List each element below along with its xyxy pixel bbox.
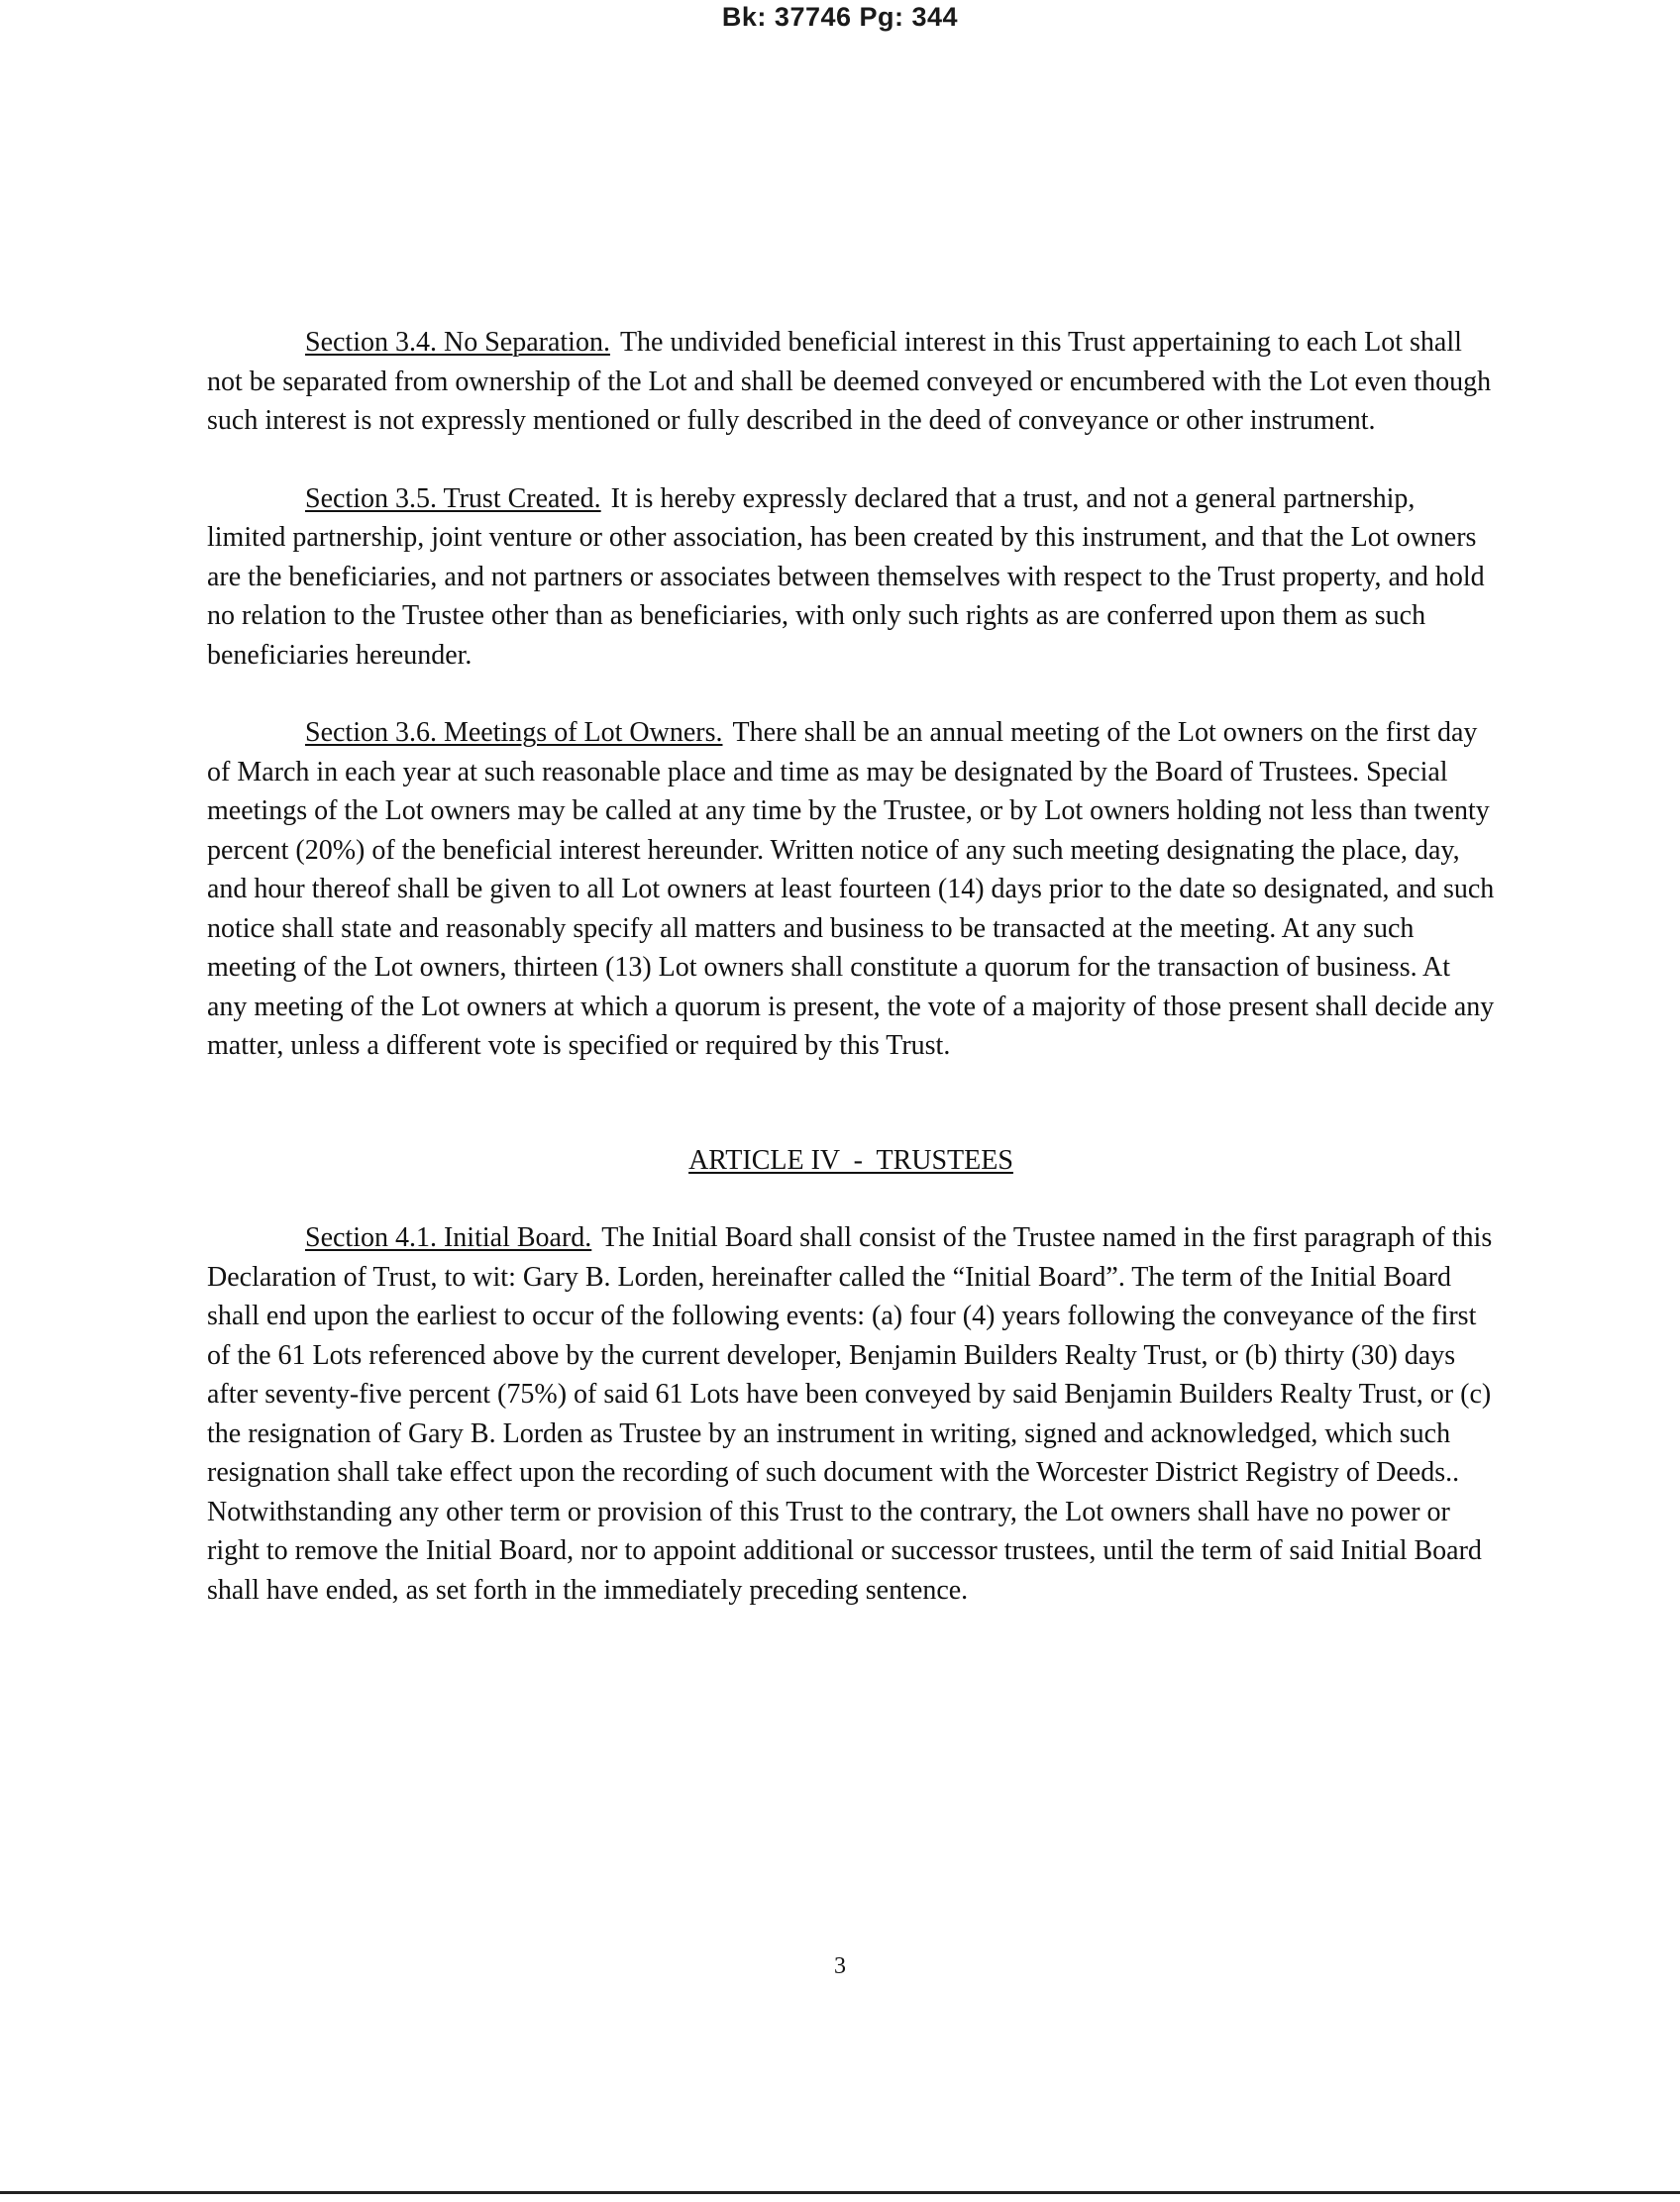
section-body: It is hereby expressly declared that a trust, and not a general partnership, limited partnership, joint venture or other association, has been created by this instrument, and that the Lot owners are the beneficiaries, and not partners or associates between themselves with respect to the Trust property, and hold no relation to the Trustee other than as beneficiaries, with only such rights as are conferred upon them as such beneficiaries hereunder. (207, 482, 1485, 671)
section-3-5 (207, 479, 1495, 676)
section-body: There shall be an annual meeting of the Lot owners on the first day of March in each year at such reasonable place and time as may be designated by the Board of Trustees. Special meetings of the Lot owners may be called at any time by the Trustee, or by Lot owners holding not less than twenty percent (20%) of the beneficial interest hereunder. Written notice of any such meeting designating the place, day, and hour thereof shall be given to all Lot owners at least fourteen (14) days prior to the date so designated, and such notice shall state and reasonably specify all matters and business to be transacted at the meeting. At any such meeting of the Lot owners, thirteen (13) Lot owners shall constitute a quorum for the transaction of business. At any meeting of the Lot owners at which a quorum is present, the vote of a majority of those present shall decide any matter, unless a different vote is specified or required by this Trust. (207, 717, 1495, 1061)
recording-stamp: Bk: 37746 Pg: 344 (721, 2, 959, 32)
section-heading: Section 3.4. No Separation. (305, 327, 610, 358)
article-title: ARTICLE IV - TRUSTEES (688, 1144, 1013, 1176)
article-heading (207, 1141, 1495, 1181)
section-heading: Section 3.5. Trust Created. (305, 482, 601, 514)
section-body: The undivided beneficial interest in this Trust appertaining to each Lot shall not be separated from ownership of the Lot and shall be deemed conveyed or encumbered with the Lot even though such interest is not expressly mentioned or fully described in the deed of conveyance or other instrument. (207, 327, 1492, 436)
section-3-4 (207, 323, 1495, 441)
document-body (207, 323, 1495, 1648)
section-body: The Initial Board shall consist of the Trustee named in the first paragraph of this Declaration of Trust, to wit: Gary B. Lorden, hereinafter called the “Initial Board”. The term of the Initial Board shall end upon the earliest to occur of the following events: (a) four (4) years following the conveyance of the first of the 61 Lots referenced above by the current developer, Benjamin Builders Realty Trust, or (b) thirty (30) days after seventy-five percent (75%) of said 61 Lots have been conveyed by said Benjamin Builders Realty Trust, or (c) the resignation of Gary B. Lorden as Trustee by an instrument in writing, signed and acknowledged, which such resignation shall take effect upon the recording of such document with the Worcester District Registry of Deeds.. Notwithstanding any other term or provision of this Trust to the contrary, the Lot owners shall have no power or right to remove the Initial Board, nor to appoint additional or successor trustees, until the term of said Initial Board shall have ended, as set forth in the immediately preceding sentence. (207, 1222, 1493, 1606)
section-heading: Section 3.6. Meetings of Lot Owners. (305, 717, 723, 748)
section-3-6 (207, 713, 1495, 1066)
page-number: 3 (834, 1953, 846, 1979)
section-heading: Section 4.1. Initial Board. (305, 1222, 592, 1253)
footer-divider (0, 2191, 1680, 2194)
section-4-1 (207, 1218, 1495, 1610)
